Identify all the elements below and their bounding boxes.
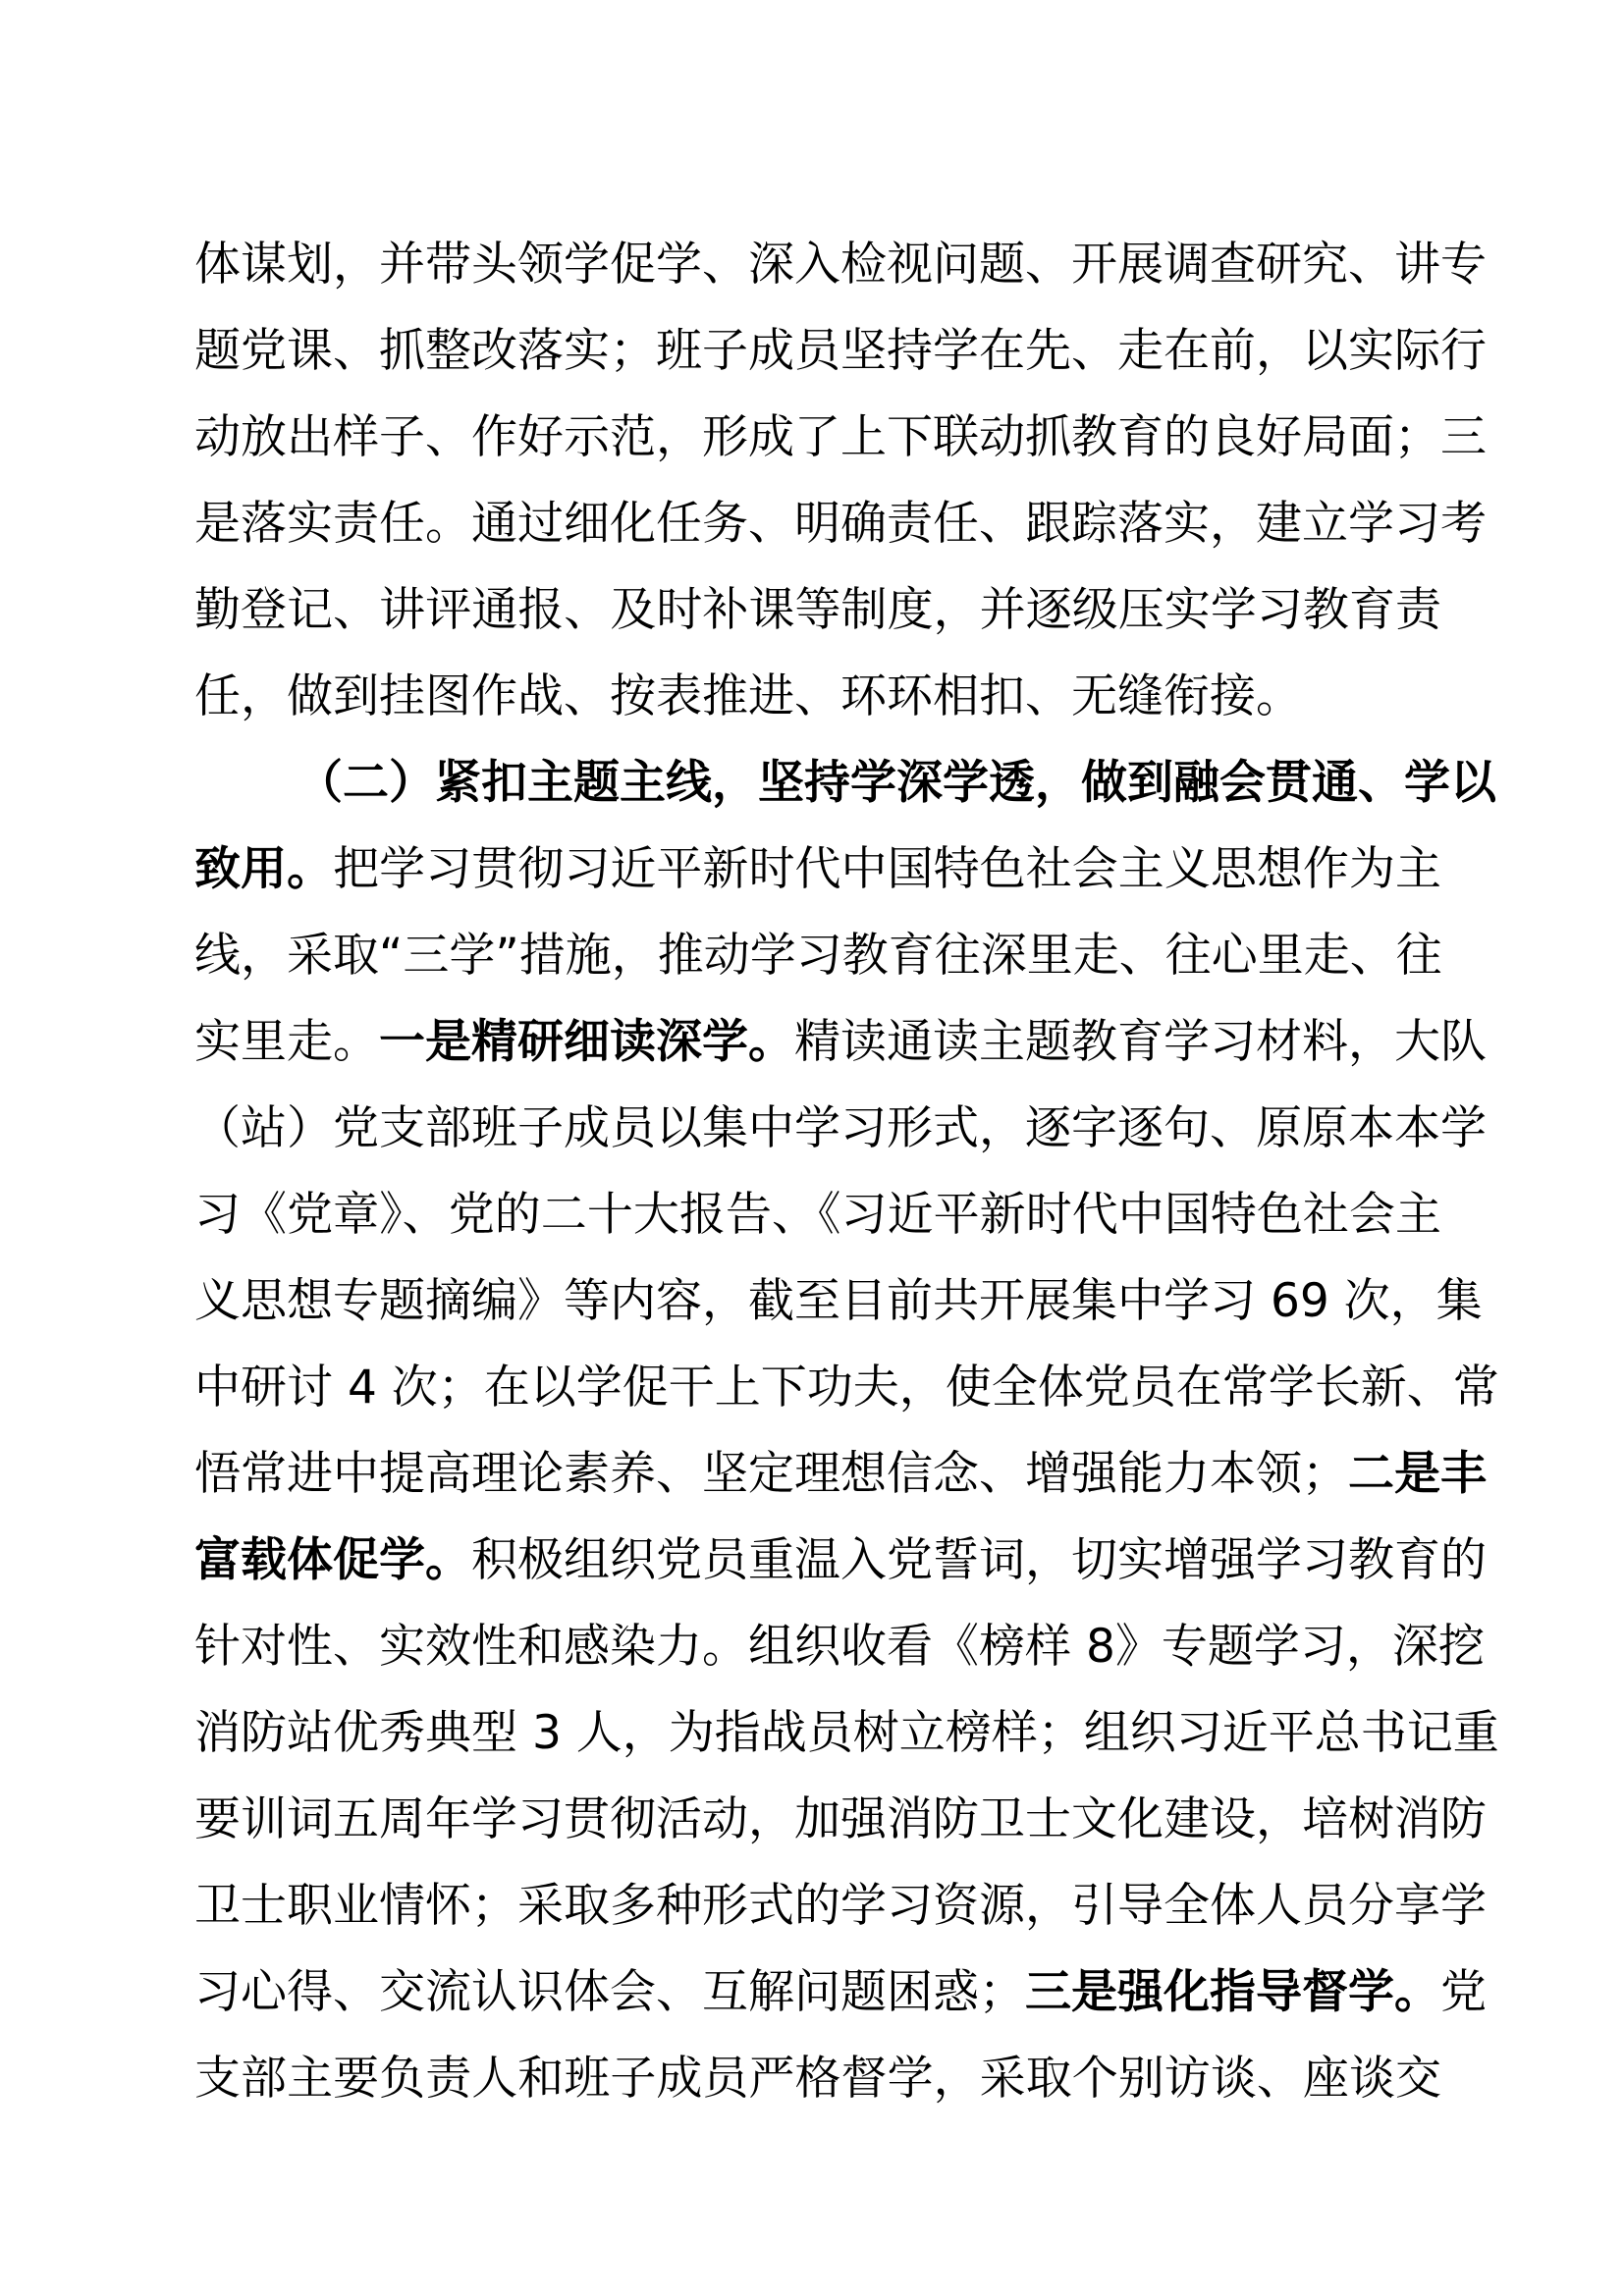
- text-segment: 把学习贯彻习近平新时代中国特色社会主义思想作为主: [333, 842, 1442, 896]
- text-line-17: [194, 1604, 1485, 1690]
- heading-segment: 致用。: [194, 842, 334, 896]
- text-segment: 义思想专题摘编》等内容，截至目前共开展集中学习 69 次，集: [194, 1274, 1483, 1328]
- text-segment: 任，做到挂图作战、按表推进、环环相扣、无缝衔接。: [194, 669, 1302, 723]
- text-line-3: [194, 395, 1487, 481]
- text-line-18: [194, 1690, 1499, 1777]
- text-line-4: [194, 481, 1487, 567]
- section-heading-2: [194, 740, 1496, 827]
- subheading-segment: 富载体促学。: [194, 1533, 471, 1587]
- text-line-9: [194, 913, 1441, 999]
- text-segment: 针对性、实效性和感染力。组织收看《榜样 8》专题学习，深挖: [194, 1620, 1485, 1674]
- text-line-21: [194, 1949, 1487, 2036]
- text-segment: 线，采取“三学”措施，推动学习教育往深里走、往心里走、往: [194, 929, 1442, 983]
- text-line-12: [194, 1172, 1441, 1258]
- text-line-1: [194, 222, 1487, 308]
- text-segment: 精读通读主题教育学习材料，大队: [794, 1015, 1487, 1069]
- text-line-2: [194, 308, 1487, 395]
- text-segment: 消防站优秀典型 3 人，为指战员树立榜样；组织习近平总书记重: [194, 1706, 1499, 1760]
- text-segment: 卫士职业情怀；采取多种形式的学习资源，引导全体人员分享学: [194, 1879, 1487, 1933]
- text-line-19: [194, 1777, 1487, 1863]
- text-segment: 习心得、交流认识体会、互解问题困惑；: [194, 1965, 1025, 2019]
- heading-segment: （二）紧扣主题主线，坚持学深学透，做到融会贯通、学以: [297, 756, 1496, 810]
- text-line-10: [194, 999, 1487, 1086]
- subheading-segment: 二是丰: [1348, 1447, 1487, 1501]
- text-segment: （站）党支部班子成员以集中学习形式，逐字逐句、原原本本学: [194, 1101, 1487, 1155]
- text-line-16: [194, 1518, 1487, 1604]
- text-segment: 积极组织党员重温入党誓词，切实增强学习教育的: [471, 1533, 1487, 1587]
- text-line-20: [194, 1863, 1487, 1949]
- text-segment: 习《党章》、党的二十大报告、《习近平新时代中国特色社会主: [194, 1188, 1441, 1242]
- text-line-8: [194, 827, 1441, 913]
- text-segment: 党: [1440, 1965, 1487, 2019]
- body-text: [194, 222, 1499, 2122]
- text-segment: 动放出样子、作好示范，形成了上下联动抓教育的良好局面；三: [194, 410, 1487, 464]
- text-segment: 中研讨 4 次；在以学促干上下功夫，使全体党员在常学长新、常: [194, 1361, 1499, 1415]
- text-segment: 题党课、抓整改落实；班子成员坚持学在先、走在前，以实际行: [194, 324, 1487, 378]
- text-segment: 悟常进中提高理论素养、坚定理想信念、增强能力本领；: [194, 1447, 1348, 1501]
- text-line-15: [194, 1431, 1487, 1518]
- text-line-5: [194, 567, 1441, 654]
- text-line-14: [194, 1345, 1499, 1431]
- text-segment: 勤登记、讲评通报、及时补课等制度，并逐级压实学习教育责: [194, 583, 1441, 637]
- text-line-11: [194, 1086, 1487, 1172]
- text-segment: 实里走。: [194, 1015, 379, 1069]
- text-segment: 支部主要负责人和班子成员严格督学，采取个别访谈、座谈交: [194, 2052, 1441, 2106]
- text-segment: 体谋划，并带头领学促学、深入检视问题、开展调查研究、讲专: [194, 238, 1487, 292]
- text-line-22: [194, 2036, 1441, 2122]
- text-line-6: [194, 654, 1441, 740]
- subheading-segment: 三是强化指导督学。: [1025, 1965, 1440, 2019]
- text-segment: 是落实责任。通过细化任务、明确责任、跟踪落实，建立学习考: [194, 497, 1487, 551]
- subheading-segment: 一是精研细读深学。: [379, 1015, 794, 1069]
- text-line-13: [194, 1258, 1483, 1345]
- text-segment: 要训词五周年学习贯彻活动，加强消防卫士文化建设，培树消防: [194, 1792, 1487, 1846]
